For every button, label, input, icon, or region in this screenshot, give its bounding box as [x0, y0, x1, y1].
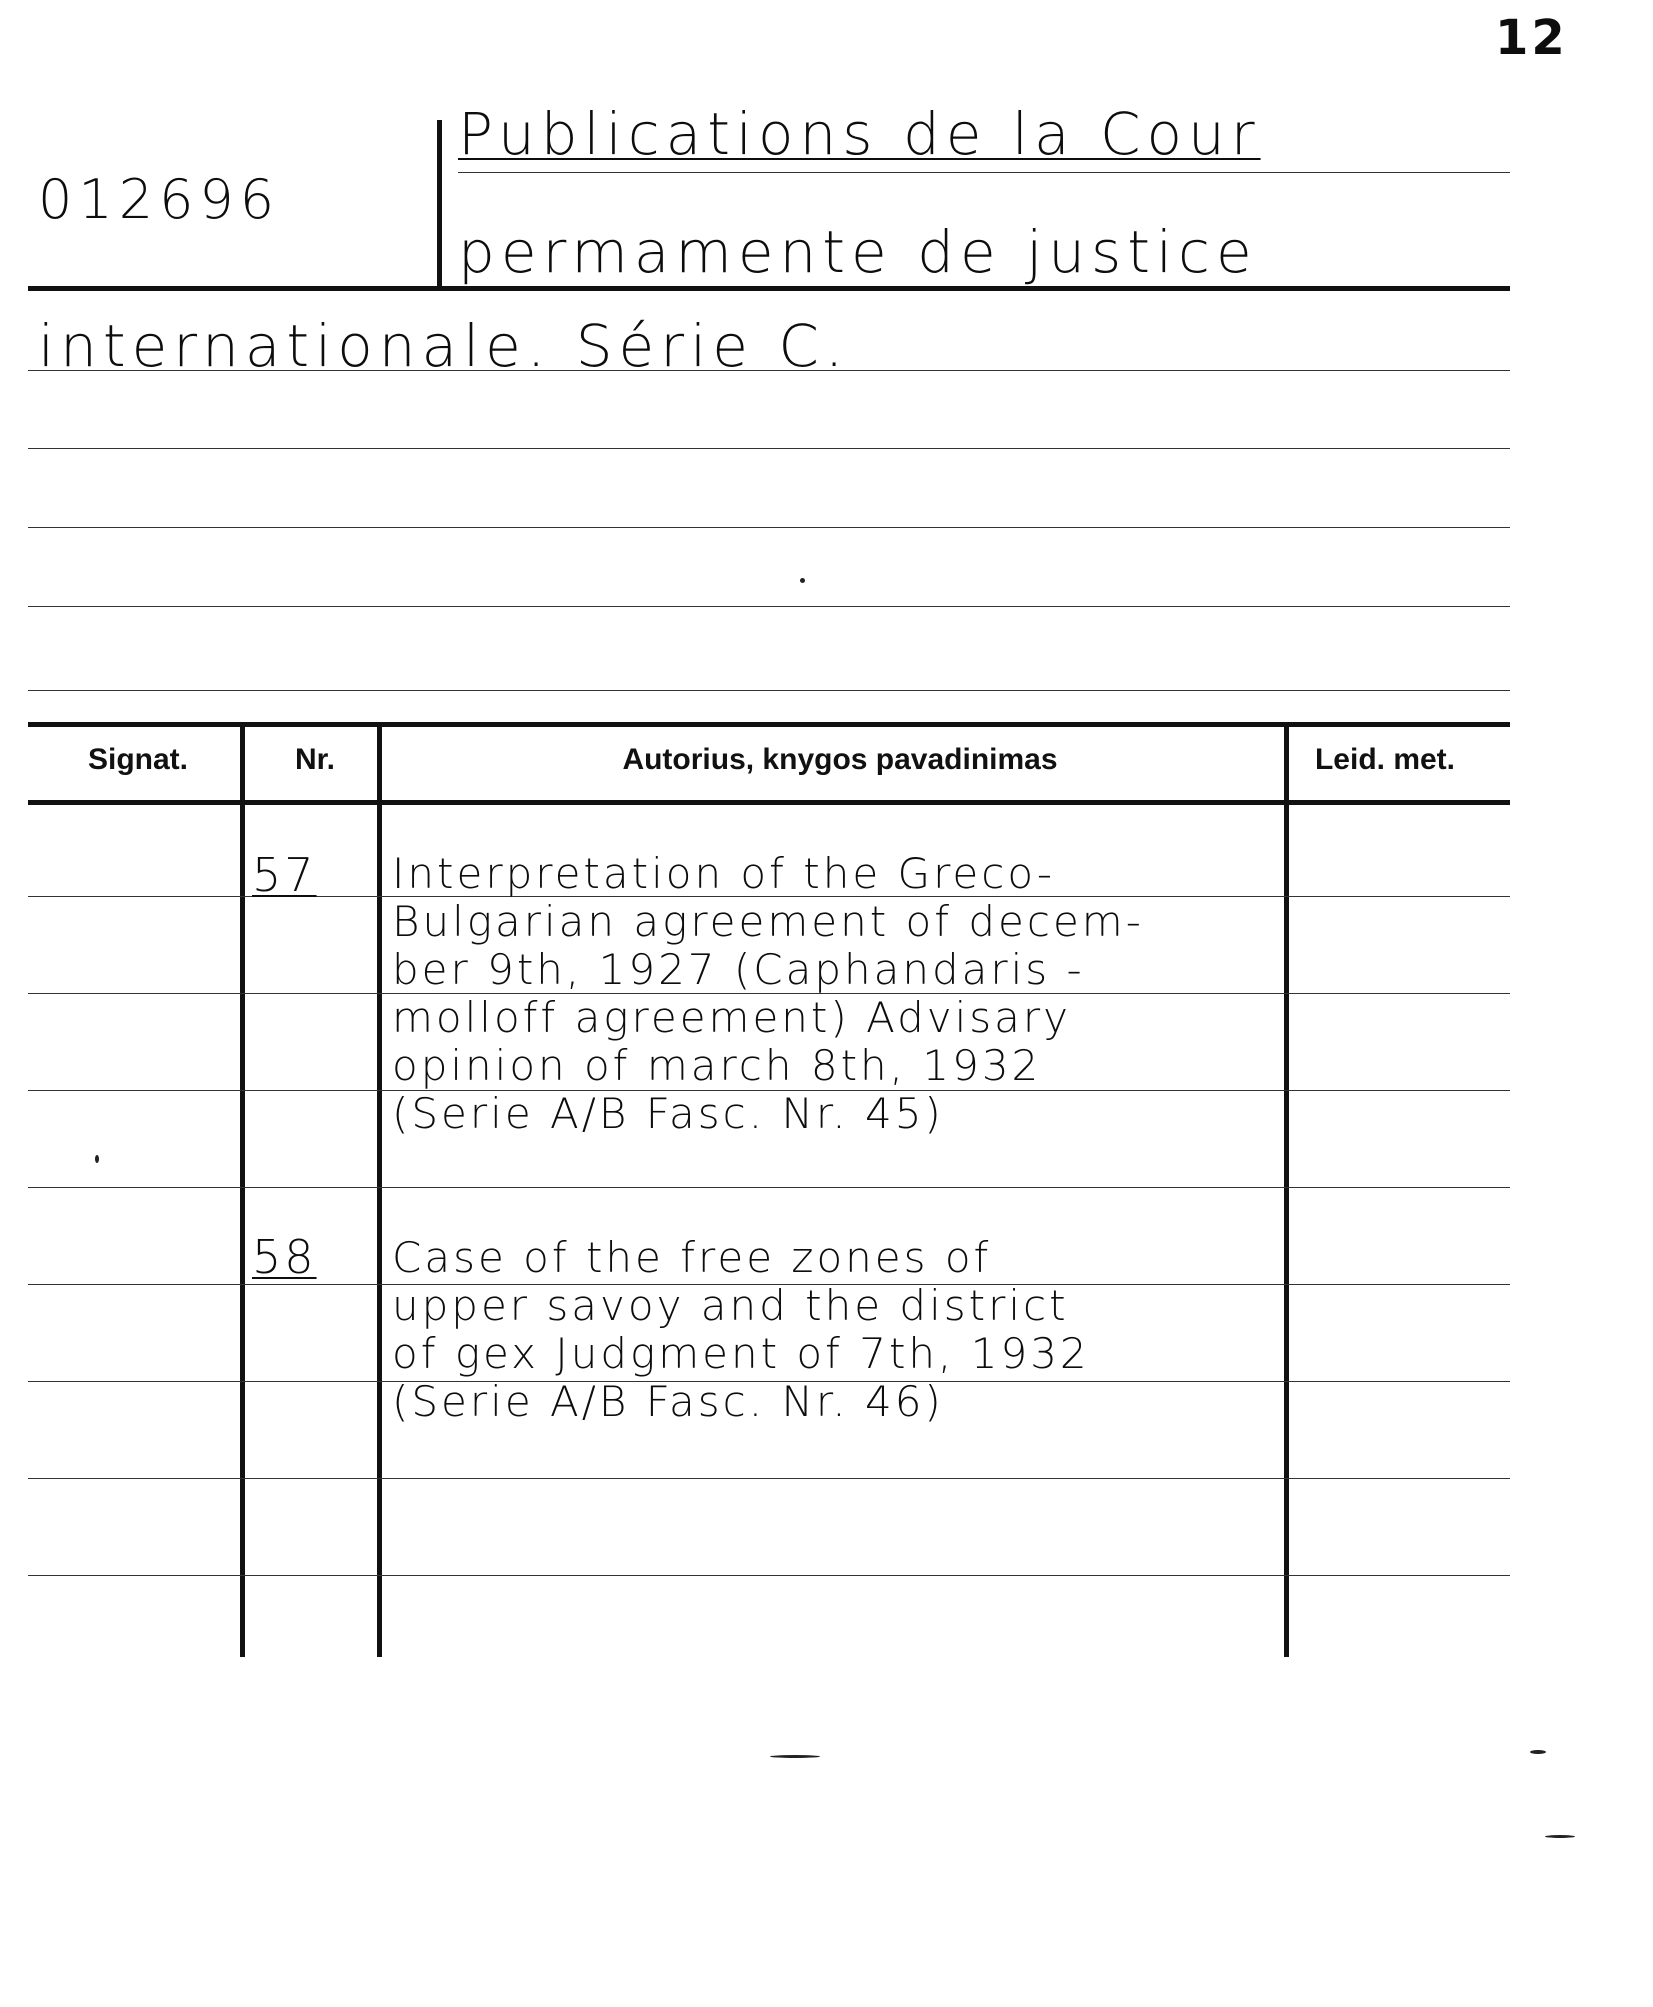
rule — [28, 370, 1510, 371]
corner-mark: 12 — [1495, 10, 1568, 66]
rule — [28, 527, 1510, 528]
scan-speck — [95, 1155, 99, 1163]
column-divider — [240, 722, 245, 1657]
column-divider — [377, 722, 382, 1657]
header-year: Leid. met. — [1314, 743, 1456, 776]
title-line-1: Publications de la Cour — [458, 100, 1261, 168]
entry-line: Case of the free zones of — [392, 1233, 992, 1282]
entry-line: Interpretation of the Greco- — [392, 849, 1055, 898]
entry-line: (Serie A/B Fasc. Nr. 45) — [392, 1089, 944, 1138]
rule — [28, 286, 1510, 291]
row-rule — [28, 1187, 1510, 1188]
entry-line: (Serie A/B Fasc. Nr. 46) — [392, 1377, 944, 1426]
row-rule — [28, 1575, 1510, 1576]
entry-line: opinion of march 8th, 1932 — [392, 1041, 1042, 1090]
header-author-title: Autorius, knygos pavadinimas — [622, 743, 1058, 776]
title-line-3: internationale. Série C. — [38, 312, 850, 380]
scan-speck — [1545, 1835, 1575, 1838]
title-bracket — [437, 120, 442, 290]
entry-line: of gex Judgment of 7th, 1932 — [392, 1329, 1090, 1378]
rule — [28, 448, 1510, 449]
row-rule — [28, 1478, 1510, 1479]
entry-line: Bulgarian agreement of decem- — [392, 897, 1144, 946]
scan-speck — [770, 1755, 820, 1758]
card-number: 012696 — [38, 168, 281, 231]
entry-nr: 58 — [252, 1230, 317, 1284]
column-divider — [1284, 722, 1289, 1657]
scan-speck — [1530, 1750, 1546, 1754]
rule — [458, 172, 1510, 173]
entry-nr: 57 — [252, 848, 317, 902]
scan-speck — [800, 578, 805, 583]
entry-line: ber 9th, 1927 (Caphandaris - — [392, 945, 1085, 994]
title-line-2: permamente de justice — [458, 218, 1258, 286]
header-nr: Nr. — [294, 743, 336, 776]
header-signat: Signat. — [87, 743, 188, 776]
entry-line: upper savoy and the district — [392, 1281, 1069, 1330]
entry-line: molloff agreement) Advisary — [392, 993, 1072, 1042]
rule — [28, 606, 1510, 607]
rule — [28, 690, 1510, 691]
